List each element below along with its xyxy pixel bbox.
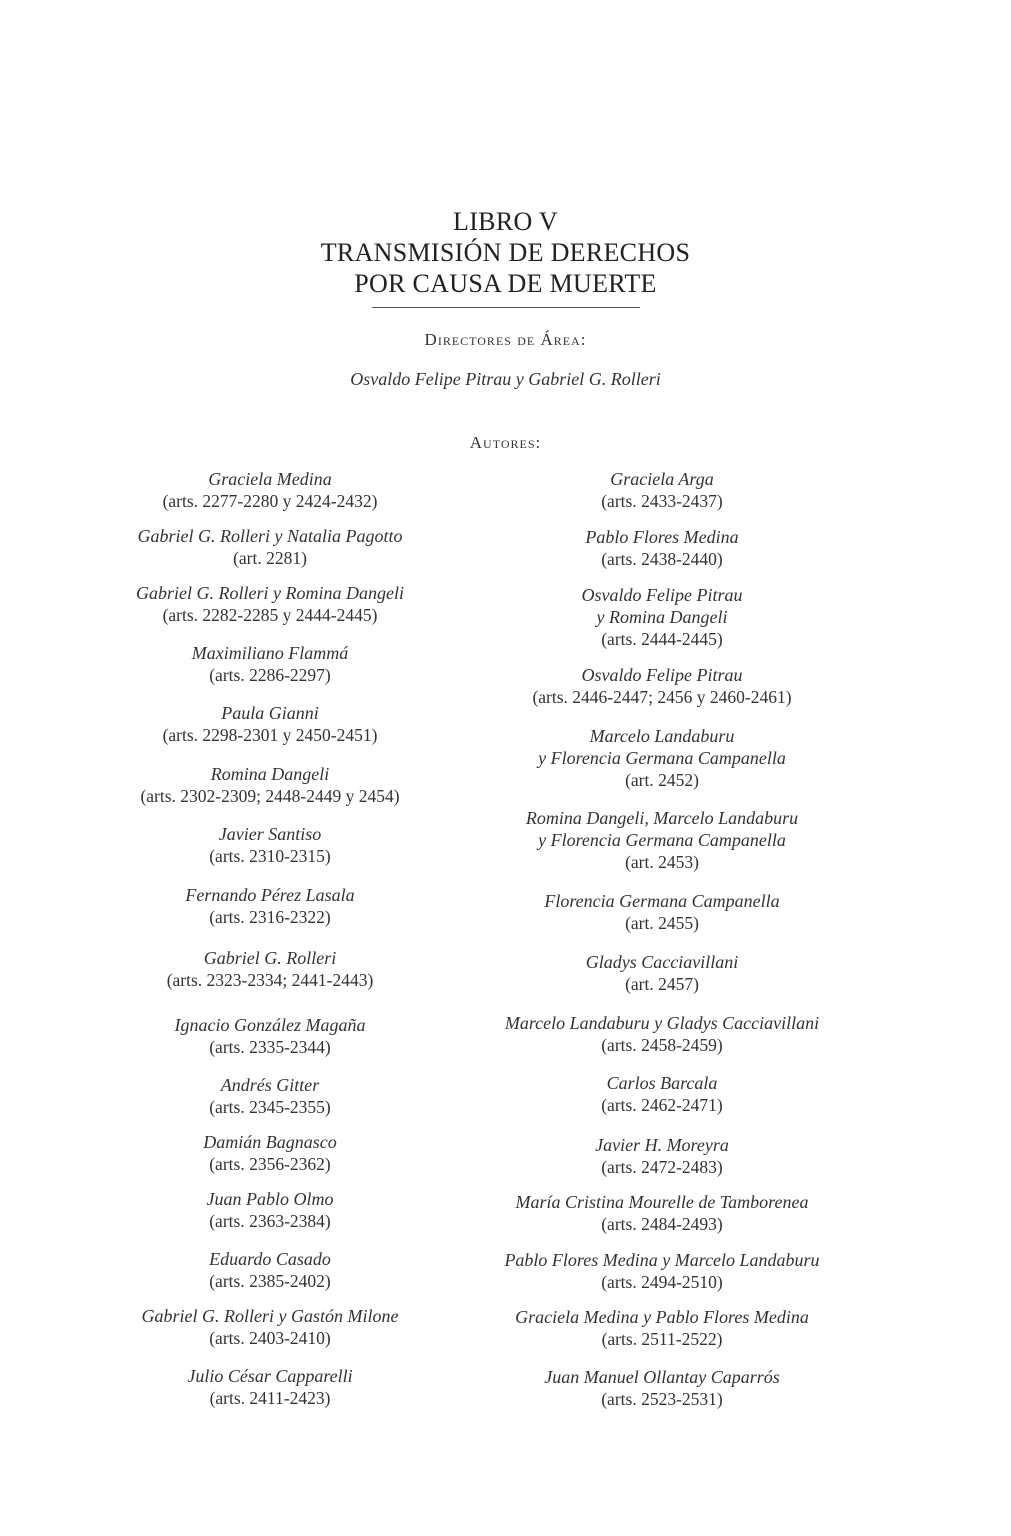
author-name-continued: y Florencia Germana Campanella — [538, 830, 786, 850]
author-articles: (arts. 2323-2334; 2441-2443) — [166, 970, 374, 990]
author-articles: (art. 2455) — [625, 913, 699, 933]
title-underline — [372, 307, 640, 308]
author-name: Carlos Barcala — [606, 1073, 718, 1093]
author-entry — [100, 1131, 440, 1175]
author-entry — [472, 1306, 852, 1350]
author-name: Graciela Medina — [208, 469, 332, 489]
author-articles: (art. 2452) — [625, 770, 699, 790]
author-articles: (arts. 2302-2309; 2448-2449 y 2454) — [140, 786, 400, 806]
author-entry — [100, 884, 440, 928]
author-entry — [100, 642, 440, 686]
author-articles: (arts. 2444-2445) — [601, 629, 723, 649]
author-articles: (art. 2453) — [625, 852, 699, 872]
author-entry — [472, 1072, 852, 1116]
author-name: Javier Santiso — [218, 824, 322, 844]
author-name: Paula Gianni — [221, 703, 319, 723]
author-articles: (arts. 2484-2493) — [601, 1214, 723, 1234]
author-articles: (arts. 2458-2459) — [601, 1035, 723, 1055]
author-entry — [100, 1365, 440, 1409]
author-entry — [472, 468, 852, 512]
author-entry — [472, 1366, 852, 1410]
author-entry — [100, 823, 440, 867]
author-articles: (arts. 2282-2285 y 2444-2445) — [162, 605, 378, 625]
author-name: María Cristina Mourelle de Tamborenea — [515, 1192, 809, 1212]
author-entry — [472, 1191, 852, 1235]
author-articles: (arts. 2298-2301 y 2450-2451) — [162, 725, 378, 745]
author-name: Romina Dangeli — [210, 764, 330, 784]
author-name-continued: y Romina Dangeli — [596, 607, 728, 627]
author-name-continued: y Florencia Germana Campanella — [538, 748, 786, 768]
author-entry — [100, 582, 440, 626]
author-entry — [472, 584, 852, 650]
author-articles: (art. 2281) — [233, 548, 307, 568]
author-articles: (arts. 2511-2522) — [601, 1329, 723, 1349]
author-entry — [100, 1188, 440, 1232]
author-name: Juan Pablo Olmo — [206, 1189, 334, 1209]
author-name: Pablo Flores Medina y Marcelo Landaburu — [504, 1250, 820, 1270]
author-entry — [100, 1014, 440, 1058]
directors-names: Osvaldo Felipe Pitrau y Gabriel G. Rolleri — [350, 369, 661, 389]
author-entry — [100, 1248, 440, 1292]
author-name: Julio César Capparelli — [187, 1366, 353, 1386]
author-articles: (arts. 2472-2483) — [601, 1157, 723, 1177]
author-name: Gabriel G. Rolleri y Gastón Milone — [141, 1306, 399, 1326]
book-title — [0, 206, 1011, 308]
author-name: Javier H. Moreyra — [595, 1135, 729, 1155]
author-articles: (arts. 2446-2447; 2456 y 2460-2461) — [532, 687, 792, 707]
author-name: Gladys Cacciavillani — [585, 952, 739, 972]
author-entry — [100, 525, 440, 569]
author-name: Marcelo Landaburu y Gladys Cacciavillani — [504, 1013, 820, 1033]
author-articles: (arts. 2403-2410) — [209, 1328, 331, 1348]
author-name: Ignacio González Magaña — [174, 1015, 366, 1035]
author-name: Pablo Flores Medina — [585, 527, 739, 547]
author-name: Osvaldo Felipe Pitrau — [581, 665, 743, 685]
author-entry — [472, 951, 852, 995]
author-entry — [100, 702, 440, 746]
author-name: Juan Manuel Ollantay Caparrós — [544, 1367, 780, 1387]
author-entry — [100, 947, 440, 991]
author-articles: (arts. 2310-2315) — [209, 846, 331, 866]
author-name: Gabriel G. Rolleri — [203, 948, 337, 968]
author-articles: (arts. 2286-2297) — [209, 665, 331, 685]
author-articles: (arts. 2316-2322) — [209, 907, 331, 927]
author-articles: (arts. 2335-2344) — [209, 1037, 331, 1057]
author-name: Gabriel G. Rolleri y Natalia Pagotto — [137, 526, 403, 546]
author-entry — [472, 1134, 852, 1178]
author-articles: (arts. 2363-2384) — [209, 1211, 331, 1231]
author-name: Florencia Germana Campanella — [544, 891, 780, 911]
author-entry — [100, 763, 440, 807]
author-name: Damián Bagnasco — [203, 1132, 337, 1152]
author-name: Graciela Arga — [610, 469, 714, 489]
author-entry — [472, 1249, 852, 1293]
title-line-2: TRANSMISIÓN DE DERECHOS — [320, 238, 691, 267]
author-name: Maximiliano Flammá — [191, 643, 349, 663]
author-articles: (arts. 2277-2280 y 2424-2432) — [162, 491, 378, 511]
author-articles: (arts. 2433-2437) — [601, 491, 723, 511]
title-line-3: POR CAUSA DE MUERTE — [354, 269, 657, 298]
author-entry — [100, 468, 440, 512]
author-entry — [472, 1012, 852, 1056]
author-name: Fernando Pérez Lasala — [185, 885, 355, 905]
author-name: Gabriel G. Rolleri y Romina Dangeli — [136, 583, 404, 603]
author-entry — [100, 1074, 440, 1118]
author-articles: (arts. 2462-2471) — [601, 1095, 723, 1115]
author-name: Osvaldo Felipe Pitrau — [581, 585, 743, 605]
author-name: Romina Dangeli, Marcelo Landaburu — [525, 808, 799, 828]
author-entry — [472, 890, 852, 934]
directors-label: Directores de Área: — [424, 330, 587, 349]
author-entry — [100, 1305, 440, 1349]
authors-label: Autores: — [469, 433, 542, 452]
author-articles: (art. 2457) — [625, 974, 699, 994]
author-name: Marcelo Landaburu — [589, 726, 735, 746]
title-line-1: LIBRO V — [453, 207, 558, 236]
author-name: Andrés Gitter — [220, 1075, 320, 1095]
author-articles: (arts. 2385-2402) — [209, 1271, 331, 1291]
author-articles: (arts. 2411-2423) — [209, 1388, 331, 1408]
author-entry — [472, 725, 852, 791]
author-articles: (arts. 2494-2510) — [601, 1272, 723, 1292]
author-entry — [472, 664, 852, 708]
author-entry — [472, 526, 852, 570]
author-articles: (arts. 2356-2362) — [209, 1154, 331, 1174]
author-entry — [472, 807, 852, 873]
author-name: Graciela Medina y Pablo Flores Medina — [515, 1307, 809, 1327]
author-articles: (arts. 2438-2440) — [601, 549, 723, 569]
author-name: Eduardo Casado — [209, 1249, 331, 1269]
author-articles: (arts. 2345-2355) — [209, 1097, 331, 1117]
author-articles: (arts. 2523-2531) — [601, 1389, 723, 1409]
